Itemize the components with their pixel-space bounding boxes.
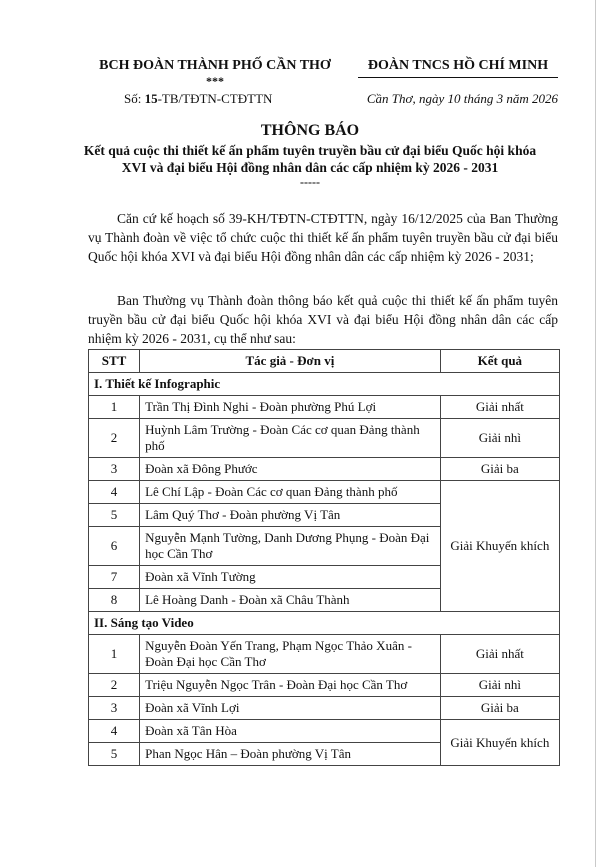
page-edge-divider xyxy=(595,0,596,867)
paragraph-basis: Căn cứ kế hoạch số 39-KH/TĐTN-CTĐTTN, ngày 16/12/2025 của Ban Thường vụ Thành đoàn về việc tổ chức cuộc thi thiết kế ấn phẩm tuyên truyền bầu cử đại biểu Quốc hội khóa XVI và đại biểu Hội đồng nhân dân các cấp nhiệm kỳ 2026 - 2031; xyxy=(88,211,558,264)
row-result-merged: Giải Khuyến khích xyxy=(440,720,559,766)
issuing-organization: BCH ĐOÀN THÀNH PHỐ CẦN THƠ xyxy=(99,58,331,73)
table-row xyxy=(89,635,560,674)
row-author: Đoàn xã Vĩnh Tường xyxy=(140,566,441,589)
doc-number-suffix: -TB/TĐTN-CTĐTTN xyxy=(157,91,273,106)
union-name-underline xyxy=(358,77,558,78)
table-header-row xyxy=(89,350,560,373)
row-stt: 4 xyxy=(89,481,140,504)
row-stt: 6 xyxy=(89,527,140,566)
row-stt: 3 xyxy=(89,697,140,720)
document-title: THÔNG BÁO xyxy=(260,122,360,139)
paragraph-announcement: Ban Thường vụ Thành đoàn thông báo kết quả cuộc thi thiết kế ấn phẩm tuyên truyền bầu cử đại biểu Quốc hội khóa XVI và đại biểu Hội đồng nhân dân các cấp nhiệm kỳ 2026 - 2031, cụ thể như sau: xyxy=(88,293,558,346)
row-stt: 4 xyxy=(89,720,140,743)
doc-number-prefix: Số: xyxy=(124,91,145,106)
row-stt: 7 xyxy=(89,566,140,589)
document-number xyxy=(124,91,272,107)
row-author: Lâm Quý Thơ - Đoàn phường Vị Tân xyxy=(140,504,441,527)
row-author: Lê Chí Lập - Đoàn Các cơ quan Đảng thành phố xyxy=(140,481,441,504)
row-author: Đoàn xã Vĩnh Lợi xyxy=(140,697,441,720)
row-stt: 8 xyxy=(89,589,140,612)
header-stars: *** xyxy=(206,74,224,88)
row-stt: 5 xyxy=(89,743,140,766)
row-stt: 5 xyxy=(89,504,140,527)
row-author: Huỳnh Lâm Trường - Đoàn Các cơ quan Đảng thành phố xyxy=(140,419,441,458)
section-title: I. Thiết kế Infographic xyxy=(89,373,560,396)
title-separator: ----- xyxy=(300,175,320,189)
row-stt: 1 xyxy=(89,635,140,674)
union-name: ĐOÀN TNCS HỒ CHÍ MINH xyxy=(367,58,549,73)
document-subtitle: Kết quả cuộc thi thiết kế ấn phẩm tuyên truyền bầu cử đại biểu Quốc hội khóa XVI và đại biểu Hội đồng nhân dân các cấp nhiệm kỳ 2026 - 2031 xyxy=(83,143,537,175)
table-row xyxy=(89,458,560,481)
row-author: Triệu Nguyễn Ngọc Trân - Đoàn Đại học Cần Thơ xyxy=(140,674,441,697)
row-author: Đoàn xã Đông Phước xyxy=(140,458,441,481)
results-table xyxy=(88,349,560,766)
header-author: Tác giả - Đơn vị xyxy=(140,350,441,373)
row-stt: 1 xyxy=(89,396,140,419)
section-row-infographic xyxy=(89,373,560,396)
table-row xyxy=(89,720,560,743)
table-row xyxy=(89,419,560,458)
row-result: Giải nhì xyxy=(440,674,559,697)
table-row xyxy=(89,697,560,720)
row-stt: 2 xyxy=(89,674,140,697)
row-result: Giải nhất xyxy=(440,396,559,419)
row-author: Trần Thị Đình Nghi - Đoàn phường Phú Lợi xyxy=(140,396,441,419)
table-row xyxy=(89,396,560,419)
section-row-video xyxy=(89,612,560,635)
row-stt: 3 xyxy=(89,458,140,481)
row-result: Giải ba xyxy=(440,697,559,720)
header-stt: STT xyxy=(89,350,140,373)
row-author: Lê Hoàng Danh - Đoàn xã Châu Thành xyxy=(140,589,441,612)
section-title: II. Sáng tạo Video xyxy=(89,612,560,635)
table-row xyxy=(89,674,560,697)
row-result-merged: Giải Khuyến khích xyxy=(440,481,559,612)
doc-number-value: 15 xyxy=(144,91,158,106)
row-author: Nguyễn Đoàn Yến Trang, Phạm Ngọc Thảo Xuân - Đoàn Đại học Cần Thơ xyxy=(140,635,441,674)
place-date: Cần Thơ, ngày 10 tháng 3 năm 2026 xyxy=(366,91,558,106)
row-author: Đoàn xã Tân Hòa xyxy=(140,720,441,743)
row-stt: 2 xyxy=(89,419,140,458)
row-result: Giải nhì xyxy=(440,419,559,458)
row-author: Nguyễn Mạnh Tường, Danh Dương Phụng - Đoàn Đại học Cần Thơ xyxy=(140,527,441,566)
table-row xyxy=(89,481,560,504)
header-result: Kết quả xyxy=(440,350,559,373)
row-result: Giải ba xyxy=(440,458,559,481)
row-author: Phan Ngọc Hân – Đoàn phường Vị Tân xyxy=(140,743,441,766)
row-result: Giải nhất xyxy=(440,635,559,674)
